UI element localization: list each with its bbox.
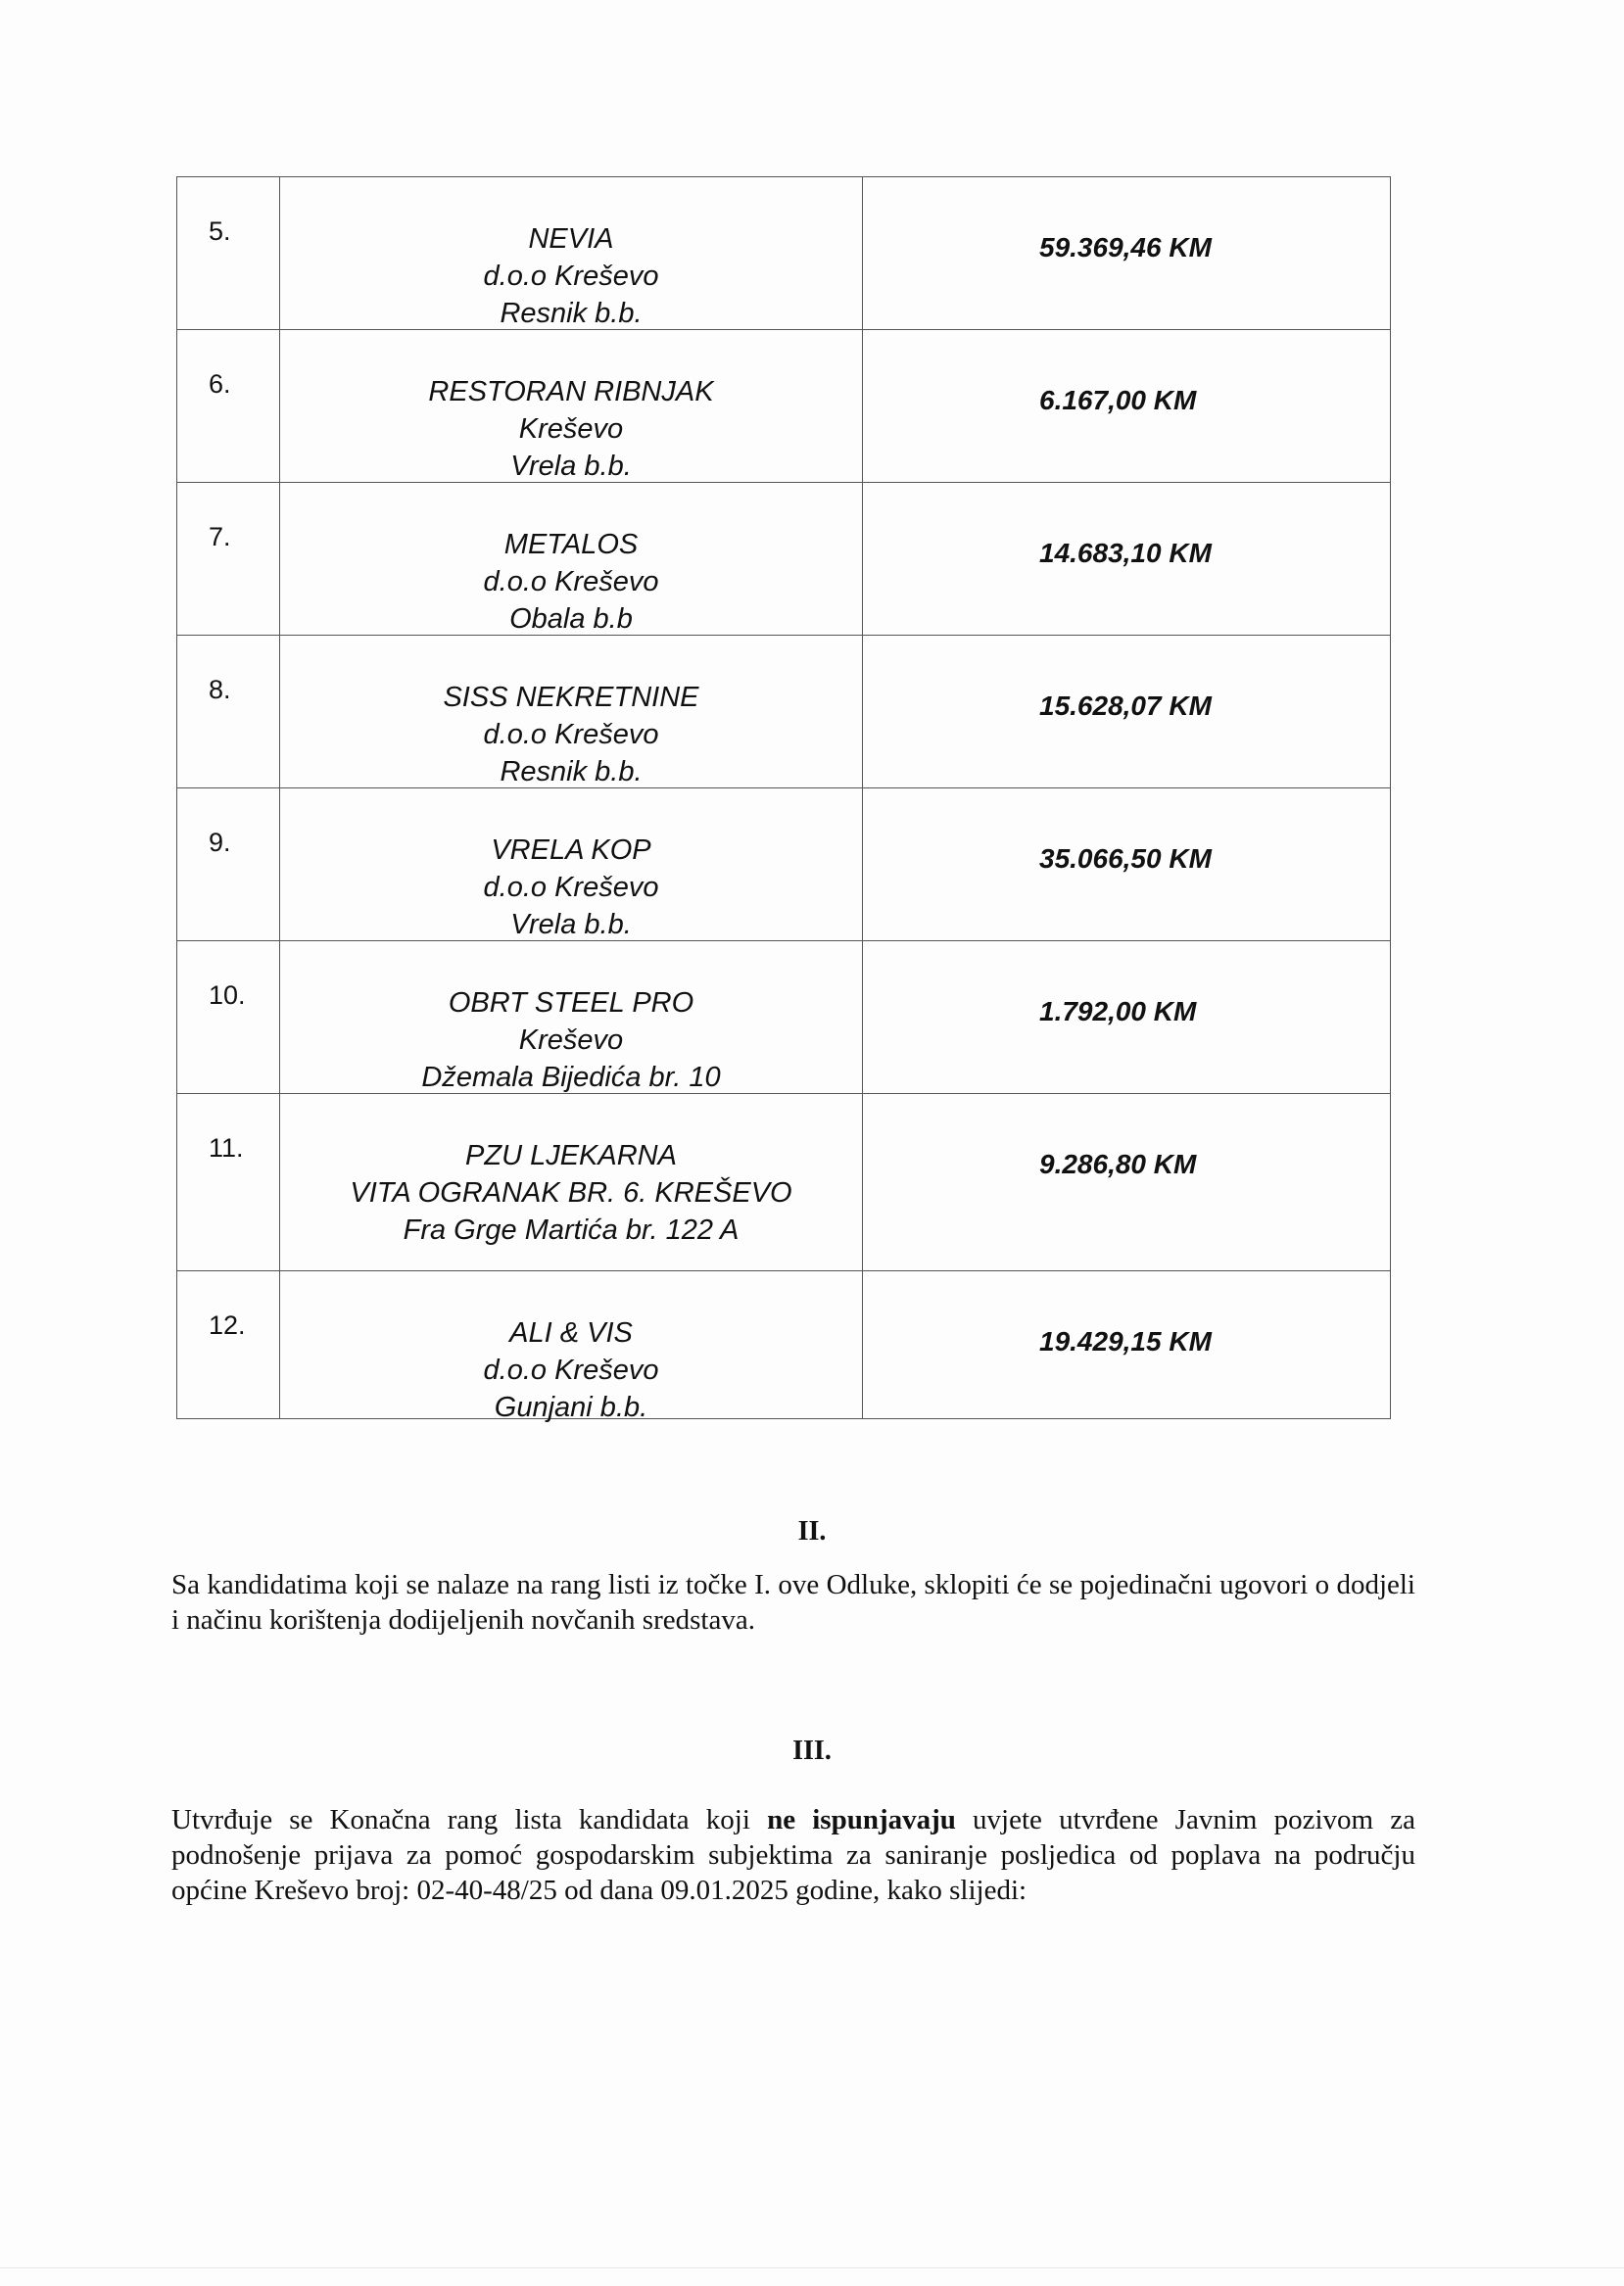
row-number: 9. xyxy=(176,788,279,940)
amount: 35.066,50 KM xyxy=(862,788,1391,940)
row-number: 10. xyxy=(176,941,279,1093)
candidate-line: Kreševo xyxy=(518,1024,624,1056)
table-row xyxy=(176,482,1391,635)
table-row xyxy=(176,329,1391,482)
candidate-line: Vrela b.b. xyxy=(510,909,632,940)
candidate-name xyxy=(279,177,862,329)
row-number: 11. xyxy=(176,1094,279,1270)
candidate-line: Resnik b.b. xyxy=(500,756,643,787)
candidate-line: Fra Grge Martića br. 122 A xyxy=(403,1214,740,1246)
amount: 9.286,80 KM xyxy=(862,1094,1391,1270)
section-ii-text: Sa kandidatima koji se nalaze na rang listi iz točke I. ove Odluke, sklopiti će se pojedinačni ugovori o dodjeli i načinu korištenja dodijeljenih novčanih sredstava. xyxy=(171,1569,1415,1636)
candidate-line: Kreševo xyxy=(518,413,624,445)
row-number: 5. xyxy=(176,177,279,329)
candidate-line: d.o.o Kreševo xyxy=(483,261,659,292)
candidate-name xyxy=(279,1271,862,1423)
candidate-line: VITA OGRANAK BR. 6. KREŠEVO xyxy=(350,1177,792,1209)
table-row xyxy=(176,1270,1391,1423)
candidate-line: NEVIA xyxy=(528,223,614,255)
section-title-iii: III. xyxy=(792,1736,832,1766)
section-iii-text-part: uvjete utvrđene Javnim pozivom za podnošenje prijava za pomoć gospodarskim subjektima za saniranje posljedica od poplava na području općine Kreševo broj: 02-40-48/25 od dana 09.01.2025 godine, kako slijedi: xyxy=(171,1804,1415,1906)
candidate-line: METALOS xyxy=(503,529,639,560)
table-row xyxy=(176,635,1391,787)
amount: 59.369,46 KM xyxy=(862,177,1391,329)
section-title-ii: II. xyxy=(797,1516,827,1547)
table-row xyxy=(176,176,1391,329)
amount: 1.792,00 KM xyxy=(862,941,1391,1093)
table-row xyxy=(176,1093,1391,1270)
candidate-name xyxy=(279,1094,862,1270)
amount: 14.683,10 KM xyxy=(862,483,1391,635)
candidate-line: d.o.o Kreševo xyxy=(483,719,659,750)
row-number: 8. xyxy=(176,636,279,787)
candidate-name xyxy=(279,330,862,482)
candidate-name xyxy=(279,788,862,940)
ranking-table xyxy=(176,176,1391,1423)
candidate-line: Vrela b.b. xyxy=(510,451,632,482)
candidate-line: d.o.o Kreševo xyxy=(483,1355,659,1386)
section-iii-text-part: Utvrđuje se Konačna rang lista kandidata koji xyxy=(171,1804,768,1835)
candidate-line: VRELA KOP xyxy=(491,834,651,866)
candidate-line: SISS NEKRETNINE xyxy=(443,682,699,713)
amount: 6.167,00 KM xyxy=(862,330,1391,482)
candidate-line: Obala b.b xyxy=(509,603,633,635)
candidate-line: d.o.o Kreševo xyxy=(483,566,659,597)
amount: 15.628,07 KM xyxy=(862,636,1391,787)
row-number: 12. xyxy=(176,1271,279,1418)
candidate-line: Gunjani b.b. xyxy=(494,1392,648,1423)
candidate-line: d.o.o Kreševo xyxy=(483,872,659,903)
section-iii-text xyxy=(171,1802,1415,1908)
candidate-line: Džemala Bijedića br. 10 xyxy=(421,1062,721,1093)
scan-edge xyxy=(0,2267,1624,2268)
candidate-name xyxy=(279,636,862,787)
table-row xyxy=(176,940,1391,1093)
table-row xyxy=(176,787,1391,940)
candidate-line: ALI & VIS xyxy=(509,1317,633,1349)
section-iii-bold-text: ne ispunjavaju xyxy=(767,1804,956,1835)
candidate-line: RESTORAN RIBNJAK xyxy=(428,376,714,407)
candidate-name xyxy=(279,483,862,635)
row-number: 7. xyxy=(176,483,279,635)
candidate-line: Resnik b.b. xyxy=(500,298,643,329)
candidate-line: PZU LJEKARNA xyxy=(465,1140,677,1171)
row-number: 6. xyxy=(176,330,279,482)
amount: 19.429,15 KM xyxy=(862,1271,1391,1418)
candidate-line: OBRT STEEL PRO xyxy=(448,987,694,1019)
candidate-name xyxy=(279,941,862,1093)
